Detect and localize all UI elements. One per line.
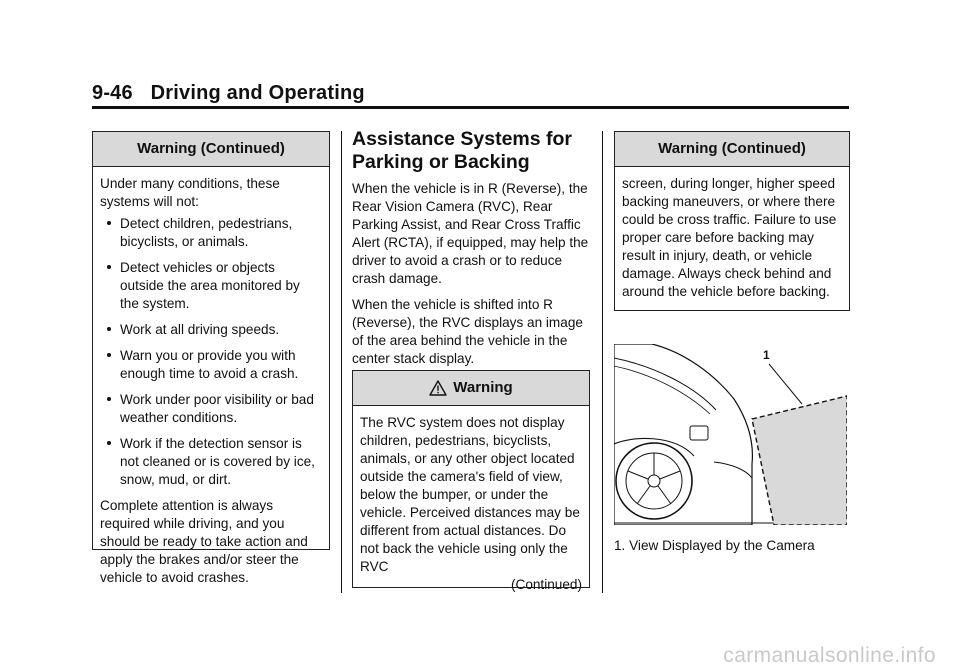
rear-camera-illustration <box>614 344 847 525</box>
bullet-item: Detect vehicles or objects outside the area monitored by the system. <box>120 259 322 313</box>
bullet-item: Work if the detection sensor is not cleaned or is covered by ice, snow, mud, or dirt. <box>120 435 322 489</box>
right-warning-box <box>614 131 850 311</box>
section-heading: Assistance Systems for Parking or Backing <box>352 128 573 173</box>
right-warning-title: Warning (Continued) <box>615 132 849 167</box>
section-title: Driving and Operating <box>150 82 365 104</box>
page-number: 9-46 <box>92 82 133 104</box>
right-warning-text: screen, during longer, higher speed backing maneuvers, or where there could be cross traffic. Failure to use proper care before backing may result in injury, death, or vehicle damage. Always check behind and around the vehicle before backing. <box>622 176 837 299</box>
middle-warning-text: The RVC system does not display children, pedestrians, bicyclists, animals, or any other object located outside the camera's field of view, below the bumper, or under the vehicle. Perceived distances may be different from actual distances. Do not back the vehicle using only the RVC <box>360 415 580 574</box>
page-header <box>92 82 365 105</box>
intro-paragraph: When the vehicle is in R (Reverse), the Rear Vision Camera (RVC), Rear Parking Assist, and Rear Cross Traffic Alert (RCTA), if equipped, may help the driver to avoid a crash or to reduce crash damage. <box>352 181 589 286</box>
warning-triangle-icon <box>429 380 447 396</box>
watermark: carmanualsonline.info <box>723 644 936 667</box>
left-warning-intro: Under many conditions, these systems will not: <box>100 176 280 209</box>
middle-warning-title <box>353 371 589 406</box>
bullet-item: Warn you or provide you with enough time to avoid a crash. <box>120 347 322 383</box>
middle-warning-label: Warning <box>453 379 513 396</box>
left-warning-title: Warning (Continued) <box>93 132 329 167</box>
left-warning-closing: Complete attention is always required while driving, and you should be ready to take action and apply the brakes and/or steer the vehicle to avoid crashes. <box>100 498 308 585</box>
figure-callout: 1 <box>763 348 770 362</box>
middle-warning-box <box>352 370 590 592</box>
bullet-item: Work at all driving speeds. <box>120 321 322 339</box>
rvc-paragraph: When the vehicle is shifted into R (Reverse), the RVC displays an image of the area behind the vehicle in the center stack display. <box>352 297 583 366</box>
left-warning-bullets <box>100 215 322 489</box>
bullet-item: Detect children, pedestrians, bicyclists, or animals. <box>120 215 322 251</box>
column-divider-right <box>602 131 603 593</box>
header-rule <box>92 106 849 109</box>
figure-caption: 1. View Displayed by the Camera <box>614 538 815 553</box>
bullet-item: Work under poor visibility or bad weather conditions. <box>120 391 322 427</box>
left-warning-box <box>92 131 330 585</box>
continued-label: (Continued) <box>510 577 582 592</box>
column-divider-left <box>341 131 342 593</box>
